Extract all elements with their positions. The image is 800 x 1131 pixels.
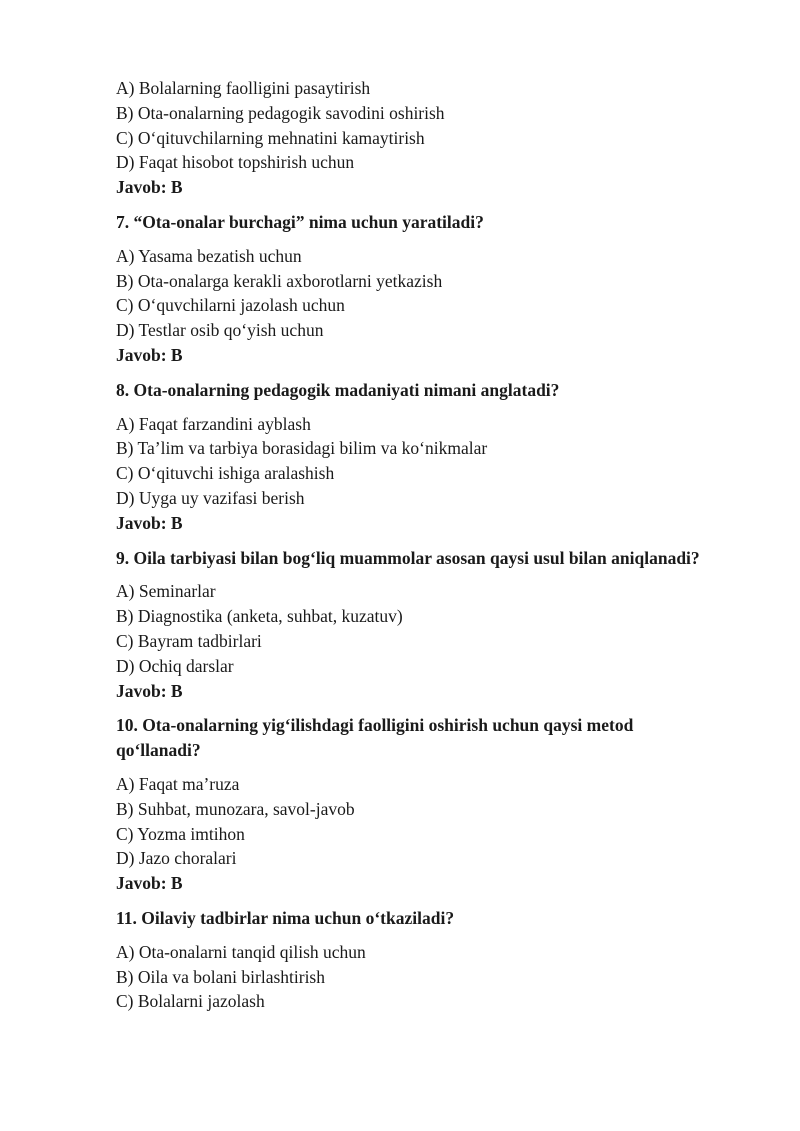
option-b: B) Oila va bolani birlashtirish [116, 966, 325, 987]
question-title: 8. Ota-onalarning pedagogik madaniyati nimani anglatadi? [116, 379, 560, 400]
question-block-10 [116, 713, 766, 896]
document-page [116, 76, 766, 1014]
option-a: A) Yasama bezatish uchun [116, 245, 302, 266]
option-a: A) Faqat ma’ruza [116, 773, 240, 794]
option-a: A) Bolalarning faolligini pasaytirish [116, 78, 371, 98]
option-b: B) Diagnostika (anketa, suhbat, kuzatuv) [116, 606, 403, 627]
option-d: D) Testlar osib qo‘yish uchun [116, 320, 324, 341]
option-d: D) Jazo choralari [116, 848, 237, 869]
question-title: 9. Oila tarbiyasi bilan bog‘liq muammolar asosan qaysi usul bilan aniqlanadi? [116, 547, 700, 568]
question-block-8 [116, 378, 766, 536]
question-block-7 [116, 210, 766, 368]
option-c: C) Bolalarni jazolash [116, 991, 265, 1012]
option-a: A) Seminarlar [116, 581, 216, 602]
question-block-9 [116, 546, 766, 704]
question-title: 7. “Ota-onalar burchagi” nima uchun yaratiladi? [116, 211, 484, 232]
answer-label: Javob: B [116, 512, 183, 533]
option-c: C) Yozma imtihon [116, 823, 245, 844]
option-c: C) Bayram tadbirlari [116, 630, 262, 651]
option-b: B) Ota-onalarning pedagogik savodini oshirish [116, 102, 445, 123]
question-block-11 [116, 906, 766, 1014]
answer-label: Javob: B [116, 344, 183, 365]
question-title: 10. Ota-onalarning yig‘ilishdagi faolligini oshirish uchun qaysi metod qo‘llanadi? [116, 715, 634, 761]
option-b: B) Ta’lim va tarbiya borasidagi bilim va ko‘nikmalar [116, 438, 488, 459]
question-block-6 [116, 76, 766, 200]
answer-label: Javob: B [116, 177, 183, 198]
answer-label: Javob: B [116, 680, 183, 701]
option-a: A) Faqat farzandini ayblash [116, 413, 311, 434]
option-c: C) O‘qituvchi ishiga aralashish [116, 463, 335, 484]
option-d: D) Uyga uy vazifasi berish [116, 487, 305, 508]
option-b: B) Ota-onalarga kerakli axborotlarni yetkazish [116, 270, 443, 291]
option-c: C) O‘quvchilarni jazolash uchun [116, 295, 345, 316]
option-d: D) Faqat hisobot topshirish uchun [116, 152, 355, 173]
option-a: A) Ota-onalarni tanqid qilish uchun [116, 941, 366, 962]
option-d: D) Ochiq darslar [116, 655, 234, 676]
option-b: B) Suhbat, munozara, savol-javob [116, 798, 355, 819]
question-title: 11. Oilaviy tadbirlar nima uchun o‘tkaziladi? [116, 907, 455, 928]
answer-label: Javob: B [116, 873, 183, 894]
option-c: C) O‘qituvchilarning mehnatini kamaytirish [116, 127, 425, 148]
